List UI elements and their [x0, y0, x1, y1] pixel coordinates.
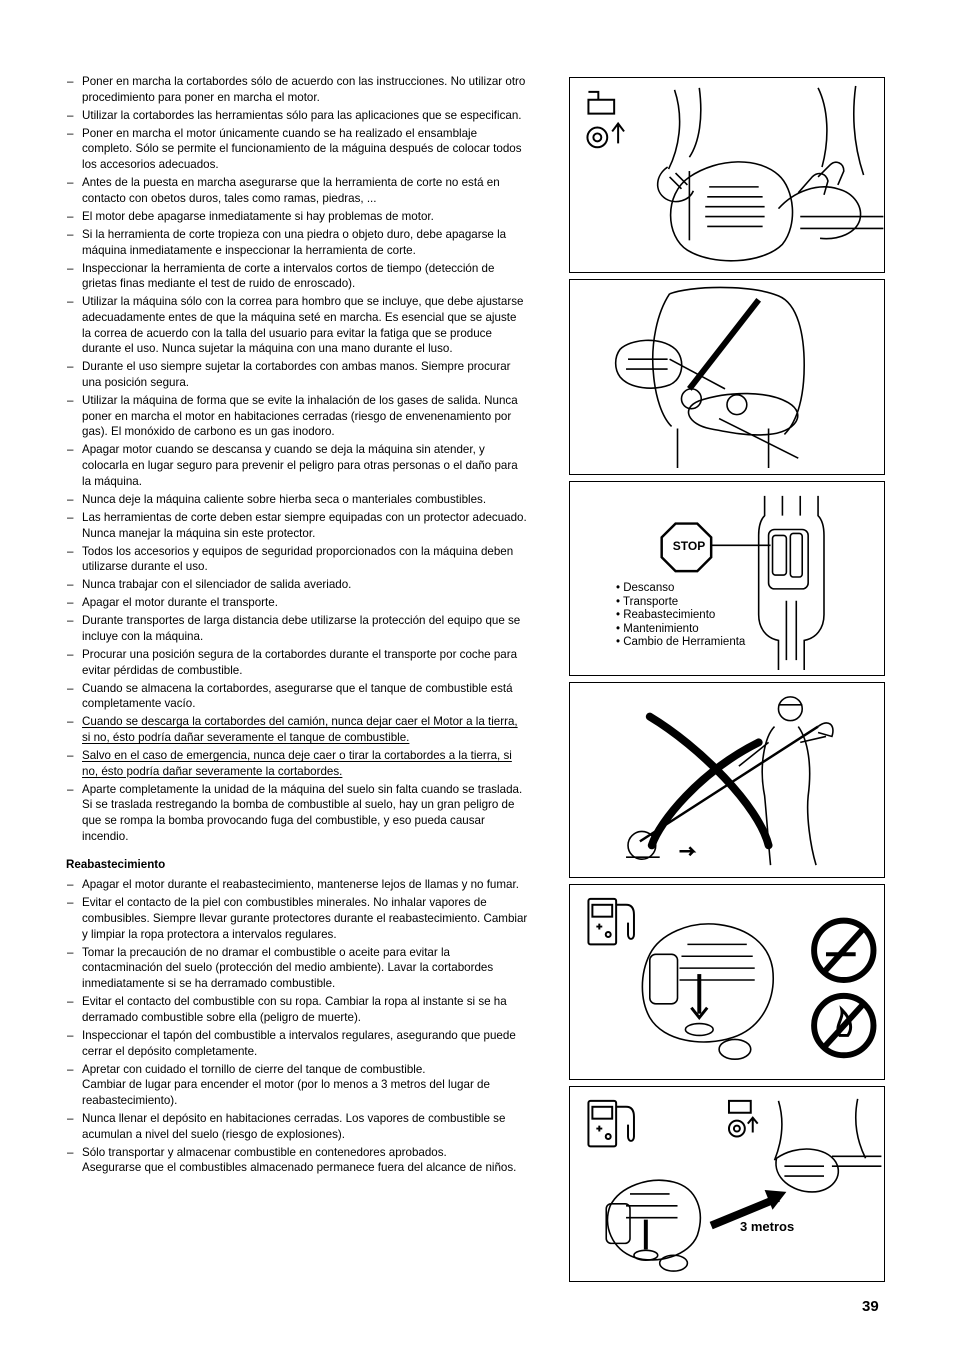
illustration-start-engine [569, 77, 885, 273]
engine-start-icon [729, 1101, 758, 1137]
safety-item: – Utilizar la máquina sólo con la correa para hombro que se incluye, que debe ajustarse adecuadamente entes de que la máquina seté en marcha. Es esencial que se ajuste la correa de acuerdo con la talla del usuario para evitar la fatiga que se produce durante el uso. Nunca sujetar la máquina con una mano durante el luso. [66, 294, 528, 357]
safety-item: – Poner en marcha la cortabordes sólo de acuerdo con las instrucciones. No utilizar otro procedimiento para poner en marcha el motor. [66, 74, 528, 105]
instructions-column [66, 74, 528, 1178]
safety-item: – Nunca deje la máquina caliente sobre hierba seca o manteriales combustibles. [66, 492, 528, 508]
start-engine-drawing [570, 78, 884, 272]
engine-start-icon [587, 92, 624, 147]
safety-item: – Nunca trabajar con el silenciador de salida averiado. [66, 577, 528, 593]
safety-item: – Durante transportes de larga distancia debe utilizarse la protección del equipo que se incluye con la máquina. [66, 613, 528, 644]
move-before-starting-drawing [570, 1087, 884, 1281]
stop-label: STOP [672, 539, 706, 553]
safety-item: – Apagar el motor durante el transporte. [66, 595, 528, 611]
refuel-safety-drawing [570, 885, 884, 1079]
no-smoking-icon [814, 921, 873, 980]
safety-item: – Apagar motor cuando se descansa y cuando se deja la máquina sin atender, y colocarla en lugar seguro para prevenir el peligro para otras personas o el daño para la máquina. [66, 442, 528, 489]
safety-item: – Inspeccionar la herramienta de corte a intervalos cortos de tiempo (detección de grietas finas mediante el test de ruido de enroscado). [66, 261, 528, 292]
safety-item: – Utilizar la cortabordes las herramientas sólo para las aplicaciones que se especifican. [66, 108, 528, 124]
refuel-item: – Apagar el motor durante el reabastecimiento, mantenerse lejos de llamas y no fumar. [66, 877, 528, 893]
refuel-item: – Evitar el contacto de la piel con combustibles minerales. No inhalar vapores de combusibles. Siempre llevar gurante protectores durante el reabastecimiento. Cambiar y limpiar la ropa protectora a intervalos regulares. [66, 895, 528, 942]
refuel-item-continuation: Asegurarse que el combustibles almacenado permanece fuera del alcance de niños. [82, 1161, 517, 1175]
refuel-item: – Evitar el contacto del combustible con su ropa. Cambiar la ropa al instante si se ha derramado combustible sobre ella (peligro de muerte). [66, 994, 528, 1025]
safety-item: – Durante el uso siempre sujetar la cortabordes con ambas manos. Siempre procurar una posición segura. [66, 359, 528, 390]
safety-item: – Las herramientas de corte deben estar siempre equipadas con un protector adecuado. Nunca manejar la máquina sin este protector. [66, 510, 528, 541]
safety-item: – El motor debe apagarse inmediatamente si hay problemas de motor. [66, 209, 528, 225]
refuel-item: – Apretar con cuidado el tornillo de cierre del tanque de combustible. Cambiar de lugar para encender el motor (por lo menos a 3 metros del lugar de reabastecimiento). [66, 1062, 528, 1109]
refuel-item: – Sólo transportar y almacenar combustible en contenedores aprobados. Asegurarse que el combustibles almacenado permanece fuera del alcance de niños. [66, 1145, 528, 1176]
safety-item: – Poner en marcha el motor únicamente cuando se ha realizado el ensamblaje completo. Sólo se permite el funcionamiento de la máguina después de colocar todos los accesorios adecuados. [66, 126, 528, 173]
safety-list [66, 74, 528, 845]
safety-item: – Procurar una posición segura de la cortabordes durante el transporte por coche para evitar pérdidas de combustible. [66, 647, 528, 678]
illustration-refuel-safety [569, 884, 885, 1080]
safety-item: – Si la herramienta de corte tropieza con una piedra o objeto duro, debe apagarse la máquina inmediatamente e inspeccionar la herramienta de corte. [66, 227, 528, 258]
safety-item-continuation: Si se traslada restregando la bomba de combustible al suelo, hay un gran peligro de que se rompa la bomba provocando fuga del combustible, y eso pueda causar incendio. [82, 798, 515, 843]
stop-condition: • Mantenimiento [616, 623, 745, 637]
illustration-no-dragging [569, 682, 885, 878]
safety-item: – Aparte completamente la unidad de la máquina del suelo sin falta cuando se traslada. Si se traslada restregando la bomba de combustible al suelo, hay un gran peligro de que se rompa la bomba provocando fuga del combustible, y eso pueda causar incendio. [66, 782, 528, 845]
refuel-item: – Tomar la precaución de no dramar el combustible o aceite para evitar la contacminación del suelo (protección del medio ambiente). Lavar la cortabordes inmediatamente si se ha derramado combustible. [66, 945, 528, 992]
distance-label: 3 metros [740, 1219, 795, 1234]
refuel-heading: Reabastecimiento [66, 857, 166, 871]
no-open-flame-icon [814, 996, 873, 1055]
refuel-item: – Nunca llenar el depósito en habitaciones cerradas. Los vapores de combustible se acumulan a nivel del suelo (riesgo de explosiones). [66, 1111, 528, 1142]
illustration-stop-switch [569, 481, 885, 676]
operator-drawing [570, 280, 884, 474]
illustration-move-before-starting [569, 1086, 885, 1282]
no-dragging-drawing [570, 683, 884, 877]
safety-item: – Cuando se almacena la cortabordes, asegurarse que el tanque de combustible está completamente vacío. [66, 681, 528, 712]
stop-condition: • Reabastecimiento [616, 609, 745, 623]
stop-condition: • Cambio de Herramienta [616, 636, 745, 650]
refuel-item: – Inspeccionar el tapón del combustible a intervalos regulares, asegurando que puede cerrar el depósito completamente. [66, 1028, 528, 1059]
stop-condition: • Descanso [616, 582, 745, 596]
safety-item: – Antes de la puesta en marcha asegurarse que la herramienta de corte no está en contacto con obetos duros, tales como ramas, piedras, ... [66, 175, 528, 206]
fuel-pump-icon [588, 899, 634, 945]
page-number: 39 [862, 1298, 879, 1315]
stop-condition: • Transporte [616, 596, 745, 610]
refuel-list [66, 877, 528, 1176]
safety-item-underlined: – Cuando se descarga la cortabordes del camión, nunca dejar caer el Motor a la tierra, si no, ésto podría dañar severamente el tanque de combustible. [66, 714, 528, 745]
safety-item: – Todos los accesorios y equipos de seguridad proporcionados con la máquina deben utilizarse durante el uso. [66, 544, 528, 575]
stop-conditions-list [616, 582, 745, 650]
illustration-two-hand-operation [569, 279, 885, 475]
safety-item-underlined: – Salvo en el caso de emergencia, nunca deje caer o tirar la cortabordes a la tierra, si no, ésto podría dañar severamente la cortabordes. [66, 748, 528, 779]
fuel-pump-icon [588, 1101, 634, 1147]
safety-item: – Utilizar la máquina de forma que se evite la inhalación de los gases de salida. Nunca poner en marcha el motor en habitaciones cerradas (riesgo de envenenamiento por gas). El monóxido de carbono es un gas inodoro. [66, 393, 528, 440]
refuel-item-continuation: Cambiar de lugar para encender el motor (por lo menos a 3 metros del lugar de reabastecimiento). [82, 1078, 490, 1107]
